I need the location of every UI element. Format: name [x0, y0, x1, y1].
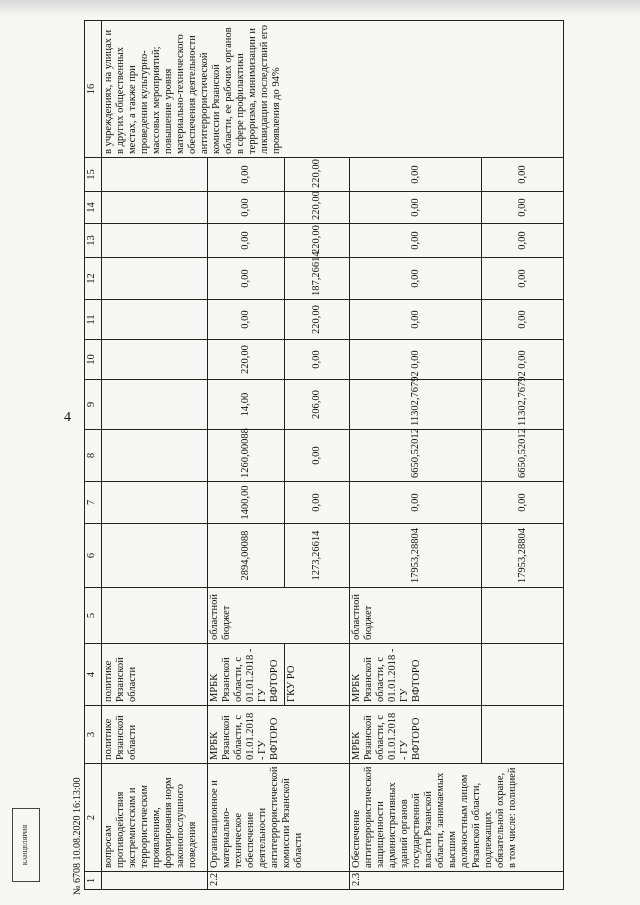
column-header: 8: [85, 430, 102, 482]
page-number: 4: [64, 410, 71, 425]
cell: [482, 706, 564, 764]
column-header: 7: [85, 482, 102, 524]
amount-cell: 220,00: [284, 192, 349, 224]
cell-number: 2.2: [208, 872, 350, 890]
amount-cell: 0,00: [349, 224, 481, 258]
cell-description: вопросам противодействия экстремистским и террористическим проявлениям, формирования норм законопослушного поведения: [102, 764, 208, 872]
column-header: 10: [85, 340, 102, 380]
cell-result: в учреждениях, на улицах и в других общественных местах, а также при проведении культурно-массовых мероприятий; повышение уровня материально-технического обеспечения деятельности антитеррористической комиссии Рязанской области, ее рабочих органов в сфере профилактики терроризма, минимизации и ликвидации последствий его проявления до 94%: [102, 21, 564, 158]
cell-description: Организационное и материально-техническое обеспечение деятельности антитеррористической комиссии Рязанской области: [208, 764, 350, 872]
cell: [102, 380, 208, 430]
cell-executor: МРБК Рязанской области, с 01.01.2018 - ГУ ВФТОРО: [349, 706, 481, 764]
amount-cell: 187,26614: [284, 258, 349, 300]
amount-cell: 0,00: [208, 192, 284, 224]
program-table: [84, 20, 564, 890]
amount-cell: 11302,76792: [349, 380, 481, 430]
amount-cell: 0,00: [482, 340, 564, 380]
cell: [102, 430, 208, 482]
cell-number: 2.3: [349, 872, 563, 890]
column-header: 5: [85, 588, 102, 644]
amount-cell: 17953,28804: [482, 524, 564, 588]
amount-cell: 0,00: [349, 340, 481, 380]
cell: [102, 872, 208, 890]
cell: [102, 192, 208, 224]
cell: [102, 300, 208, 340]
cell-source: областной бюджет: [349, 588, 481, 644]
table-row: [102, 21, 208, 890]
column-header: 14: [85, 192, 102, 224]
amount-cell: 0,00: [349, 482, 481, 524]
amount-cell: 0,00: [208, 300, 284, 340]
column-header: 3: [85, 706, 102, 764]
cell: [102, 588, 208, 644]
cell: [102, 524, 208, 588]
office-stamp: КАНЦЕЛЯРИЯ: [12, 808, 40, 882]
amount-cell: 0,00: [482, 258, 564, 300]
amount-cell: 0,00: [208, 158, 284, 192]
amount-cell: 14,00: [208, 380, 284, 430]
amount-cell: 17953,28804: [349, 524, 481, 588]
amount-cell: 0,00: [284, 482, 349, 524]
registration-footer: № 6708 10.08.2020 16:13:00: [72, 777, 83, 895]
amount-cell: 220,00: [284, 300, 349, 340]
amount-cell: 0,00: [349, 300, 481, 340]
cell: [102, 224, 208, 258]
cell-executor: МРБК Рязанской области, с 01.01.2018 - ГУ ВФТОРО: [208, 706, 350, 764]
amount-cell: 0,00: [208, 258, 284, 300]
amount-cell: 0,00: [284, 430, 349, 482]
amount-cell: 11302,76792: [482, 380, 564, 430]
amount-cell: 0,00: [482, 482, 564, 524]
amount-cell: 0,00: [284, 340, 349, 380]
amount-cell: 0,00: [482, 300, 564, 340]
amount-cell: 1400,00: [208, 482, 284, 524]
cell-coexecutor: МРБК Рязанской области, с 01.01.2018 - ГУ ВФТОРО: [349, 644, 481, 706]
amount-cell: 220,00: [284, 158, 349, 192]
column-header: 15: [85, 158, 102, 192]
column-header: 4: [85, 644, 102, 706]
amount-cell: 0,00: [349, 158, 481, 192]
cell: [482, 644, 564, 706]
scan-edge: [0, 0, 640, 16]
cell-coexecutor: политике Рязанской области: [102, 644, 208, 706]
cell: [102, 482, 208, 524]
cell-coexecutor: ГКУ РО: [284, 644, 349, 706]
amount-cell: 206,00: [284, 380, 349, 430]
amount-cell: 220,00: [284, 224, 349, 258]
column-header: 1: [85, 872, 102, 890]
amount-cell: 2894,00088: [208, 524, 284, 588]
cell-source: областной бюджет: [208, 588, 350, 644]
column-header: 13: [85, 224, 102, 258]
amount-cell: 1273,26614: [284, 524, 349, 588]
cell: [482, 588, 564, 644]
amount-cell: 6650,52012: [349, 430, 481, 482]
column-header: 16: [85, 21, 102, 158]
amount-cell: 0,00: [349, 192, 481, 224]
amount-cell: 6650,52012: [482, 430, 564, 482]
column-header: 9: [85, 380, 102, 430]
cell: [102, 258, 208, 300]
amount-cell: 1260,00088: [208, 430, 284, 482]
amount-cell: 0,00: [482, 192, 564, 224]
cell: [102, 340, 208, 380]
amount-cell: 0,00: [482, 158, 564, 192]
amount-cell: 0,00: [349, 258, 481, 300]
header-row: [85, 21, 102, 890]
column-header: 12: [85, 258, 102, 300]
amount-cell: 0,00: [208, 224, 284, 258]
cell-coexecutor: МРБК Рязанской области, с 01.01.2018 - ГУ ВФТОРО: [208, 644, 284, 706]
column-header: 2: [85, 764, 102, 872]
column-header: 6: [85, 524, 102, 588]
cell-executor: политике Рязанской области: [102, 706, 208, 764]
amount-cell: 220,00: [208, 340, 284, 380]
cell-description: Обеспечение антитеррористической защищенности административных зданий органов государственной власти Рязанской области, занимаемых высшим должностным лицом Рязанской области, подлежащих обязательной охране, в том числе: полицией: [349, 764, 563, 872]
amount-cell: 0,00: [482, 224, 564, 258]
cell: [102, 158, 208, 192]
column-header: 11: [85, 300, 102, 340]
